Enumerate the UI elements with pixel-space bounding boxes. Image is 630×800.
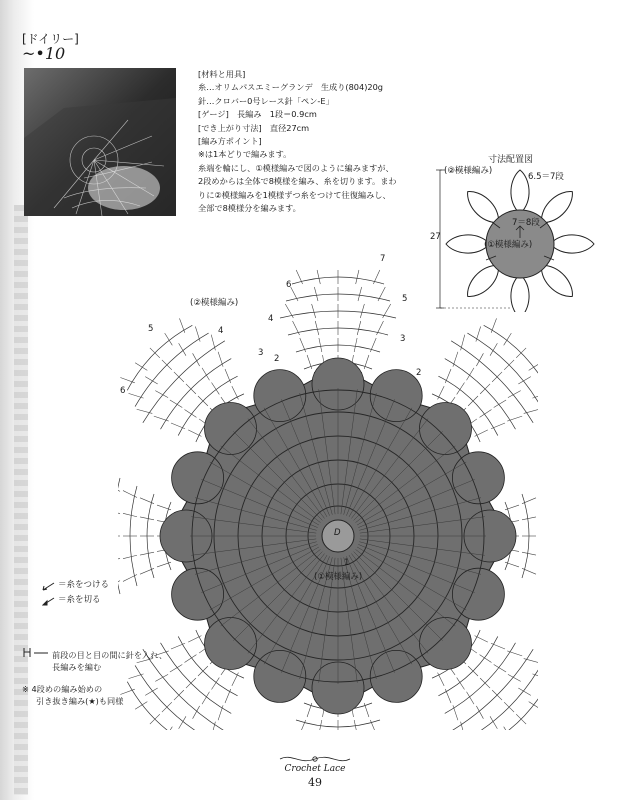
materials-line: りに②模様編みを1模様ずつ糸をつけて往復編みし、	[198, 189, 391, 200]
lace-stitch	[508, 388, 521, 401]
lace-stitch	[213, 352, 228, 367]
cut-yarn-icon	[42, 596, 56, 606]
lace-stitch	[487, 318, 501, 332]
lace-stitch	[162, 333, 174, 345]
lace-stitch	[464, 368, 476, 380]
lace-stitch	[434, 386, 447, 399]
lace-stitch	[221, 369, 235, 383]
lace-stitch	[319, 720, 322, 730]
lace-stitch	[170, 398, 182, 410]
row-number: 6	[286, 280, 292, 290]
lace-stitch	[314, 287, 318, 301]
materials-line: 糸…オリムパスエミーグランデ 生成り(804)20g	[198, 82, 384, 93]
materials-line: [材料と用具]	[198, 69, 246, 79]
dimension-diagram-title: 寸法配置図	[488, 155, 534, 165]
lace-stitch	[448, 705, 463, 720]
lace-stitch	[200, 692, 212, 704]
lace-stitch	[455, 382, 467, 394]
row-number: 3	[258, 348, 264, 358]
chart-center-label: (①模様編み)	[314, 572, 363, 582]
lace-stitch	[129, 388, 144, 403]
materials-line: [でき上がり寸法] 直径27cm	[198, 122, 310, 133]
legend-attach	[42, 578, 109, 593]
lace-stitch	[190, 327, 205, 342]
lace-stitch	[356, 270, 359, 284]
lace-stitch	[434, 673, 447, 686]
row-number: 7	[380, 254, 386, 264]
row-number: 5	[148, 324, 154, 334]
doily-photo-image	[24, 68, 176, 216]
lace-stitch	[170, 662, 182, 674]
lace-stitch	[162, 727, 174, 730]
row-number: 4	[268, 314, 274, 324]
lace-stitch	[317, 270, 320, 284]
doily-photo	[24, 68, 176, 216]
lace-stitch	[508, 672, 521, 685]
lace-stitch	[475, 427, 488, 440]
lace-stitch	[184, 653, 196, 665]
lace-stitch	[190, 353, 203, 366]
lace-stitch	[229, 673, 242, 686]
note-line-4: 引き抜き編み(★)も同様	[36, 696, 124, 706]
row-number: 5	[402, 294, 408, 304]
note-line-2: 長編みを編む	[52, 662, 102, 672]
lace-stitch	[171, 419, 185, 433]
row-number: 2	[416, 368, 422, 378]
footer-title: Crochet Lace	[284, 764, 346, 774]
lace-stitch	[507, 646, 522, 661]
pattern-number	[22, 44, 65, 63]
lace-stitch	[491, 639, 505, 653]
lace-stitch	[474, 706, 487, 719]
lace-stitch	[312, 304, 316, 318]
lace-stitch	[522, 517, 536, 520]
lace-stitch	[135, 360, 147, 372]
lace-stitch	[209, 382, 221, 394]
materials-section	[198, 68, 408, 215]
lace-stitch	[229, 386, 242, 399]
pattern-number-value: 10	[44, 44, 66, 63]
lace-stitch	[209, 678, 221, 690]
pattern-number-prefix: ~•	[22, 44, 45, 63]
legend-cut	[42, 593, 109, 608]
lace-stitch	[171, 639, 185, 653]
lace-row-arc	[467, 665, 538, 730]
lace-stitch	[494, 662, 506, 674]
lace-stitch	[441, 689, 455, 703]
lace-stitch	[475, 632, 488, 645]
lace-stitch	[188, 427, 201, 440]
lace-stitch	[123, 513, 137, 516]
legend-cut-label: ＝糸を切る	[58, 595, 101, 605]
lace-stitch	[480, 407, 492, 419]
page-number: 49	[308, 776, 322, 789]
lace-stitch	[221, 689, 235, 703]
dim-outer-label: (②模様編み)	[444, 166, 493, 176]
double-crochet-between-icon	[22, 646, 50, 658]
chart-center-mark: D	[334, 528, 341, 538]
note-line-1: 前段の目と目の間に針を入れ、	[52, 650, 168, 660]
row-number: 3	[400, 334, 406, 344]
dim-center-label: (①模様編み)	[484, 240, 533, 250]
lace-stitch	[118, 558, 120, 562]
lace-stitch	[354, 720, 357, 730]
lace-stitch	[140, 552, 154, 555]
lace-stitch	[315, 321, 318, 335]
lace-stitch	[190, 706, 203, 719]
lace-stitch	[154, 411, 169, 426]
lace-stitch	[175, 318, 189, 332]
row-number: 2	[274, 354, 280, 364]
materials-line: 糸端を輪にし、①模様編みで図のように編みますが、	[198, 162, 394, 173]
materials-line: ※は1本どりで編みます。	[198, 149, 292, 160]
materials-line: 2段めからは全体で8模様を編み、糸を切ります。まわ	[198, 176, 397, 187]
lace-stitch	[357, 321, 360, 335]
lace-stitch	[354, 338, 357, 352]
lace-stitch	[176, 343, 188, 355]
legend	[42, 578, 109, 608]
lace-stitch	[532, 388, 538, 403]
lace-stitch	[200, 368, 212, 380]
lace-stitch	[319, 338, 322, 352]
lace-stitch	[448, 352, 463, 367]
materials-line: 針…クロバー0号レース針「ペン-E」	[198, 95, 334, 106]
lace-stitch	[491, 419, 505, 433]
dim-total-size: 27	[430, 232, 441, 242]
lace-stitch	[188, 632, 201, 645]
lace-stitch	[494, 398, 506, 410]
materials-line: [ゲージ] 長編み 1段＝0.9cm	[198, 109, 317, 120]
lace-stitch	[213, 705, 228, 720]
lace-stitch	[455, 722, 471, 730]
stitch-note-row	[22, 646, 167, 661]
lace-stitch	[474, 353, 487, 366]
lace-stitch	[501, 333, 513, 345]
materials-line: 全部で8模様分を編みます。	[198, 203, 301, 214]
note-line-3: ※ 4段めの編み始めの	[22, 684, 103, 694]
lace-stitch	[441, 369, 455, 383]
stitch-note-row	[22, 661, 167, 673]
stitch-note	[22, 646, 167, 707]
lace-stitch	[358, 287, 362, 301]
lace-stitch	[471, 327, 486, 342]
crochet-chart-svg	[118, 240, 538, 730]
lace-stitch	[507, 411, 522, 426]
materials-line: [編み方ポイント]	[198, 136, 262, 147]
dim-petal-measure: 6.5＝7段	[528, 172, 564, 182]
attach-yarn-icon	[42, 581, 56, 591]
lace-stitch	[518, 685, 530, 697]
lace-stitch	[205, 722, 221, 730]
row-number: 1	[344, 558, 350, 568]
lace-stitch	[518, 374, 530, 386]
lace-stitch	[118, 510, 120, 514]
lace-stitch	[532, 669, 538, 684]
row-number: 4	[218, 326, 224, 336]
lace-stitch	[522, 552, 536, 555]
category-tag: [ドイリー]	[22, 32, 79, 46]
legend-attach-label: ＝糸をつける	[58, 580, 110, 590]
lace-stitch	[155, 388, 168, 401]
lace-stitch	[487, 343, 499, 355]
lace-stitch	[140, 517, 154, 520]
lace-stitch	[184, 407, 196, 419]
lace-stitch	[487, 716, 499, 728]
dim-center-measure: 7＝8段	[512, 218, 540, 228]
lace-stitch	[501, 727, 513, 730]
crochet-chart	[118, 240, 538, 734]
row-number: 6	[120, 386, 126, 396]
chart-outer-label: (②模様編み)	[190, 298, 239, 308]
lace-stitch	[123, 555, 137, 558]
lace-stitch	[455, 678, 467, 690]
lace-stitch	[480, 653, 492, 665]
lace-stitch	[360, 304, 364, 318]
lace-row-arc	[467, 328, 538, 406]
lace-stitch	[145, 374, 157, 386]
lace-stitch	[464, 692, 476, 704]
lace-stitch	[176, 716, 188, 728]
